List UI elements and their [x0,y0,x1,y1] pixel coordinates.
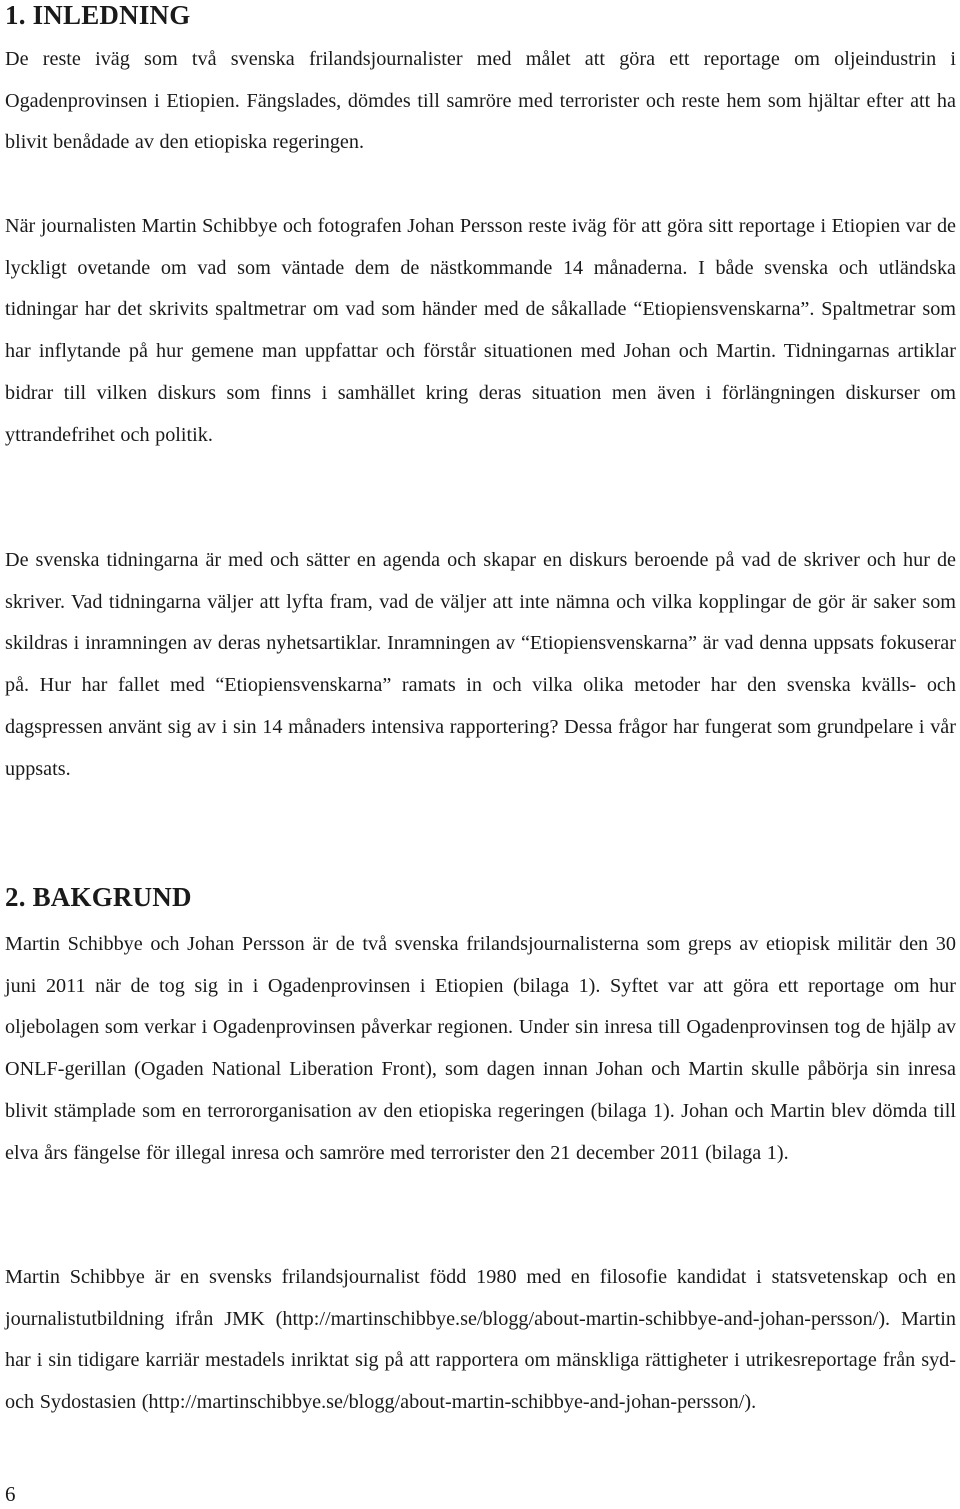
section-heading-bakgrund: 2. BAKGRUND [5,882,192,912]
paragraph-intro-3: De svenska tidningarna är med och sätter en agenda och skapar en diskurs beroende på vad de skriver och hur de skriver. Vad tidningarna väljer att lyfta fram, vad de väljer att inte nämna och vilka kopplingar de gör är saker som skildras i inramningen av deras nyhetsartiklar. Inramningen av “Etiopiensvenskarna” är vad denna uppsats fokuserar på. Hur har fallet med “Etiopiensvenskarna” ramats in och vilka olika metoder har den svenska kvälls- och dagspressen använt sig av i sin 14 månaders intensiva rapportering? Dessa frågor har fungerat som grundpelare i vår uppsats. [5,549,956,780]
section-heading-inledning: 1. INLEDNING [5,0,191,30]
paragraph-background-2: Martin Schibbye är en svensks frilandsjournalist född 1980 med en filosofie kandidat i statsvetenskap och en journalistutbildning ifrån JMK (http://martinschibbye.se/blogg/about-martin-schibbye-and-johan-persson/). Martin har i sin tidigare karriär mestadels inriktat sig på att rapportera om mänskliga rättigheter i utrikesreportage från syd- och Sydostasien (http://martinschibbye.se/blogg/about-martin-schibbye-and-johan-persson/). [5,1266,956,1414]
paragraph-background-1: Martin Schibbye och Johan Persson är de två svenska frilandsjournalisterna som greps av etiopisk militär den 30 juni 2011 när de tog sig in i Ogadenprovinsen i Etiopien (bilaga 1). Syftet var att göra ett reportage om hur oljebolagen som verkar i Ogadenprovinsen påverkar regionen. Under sin inresa till Ogadenprovinsen tog de hjälp av ONLF-gerillan (Ogaden National Liberation Front), som dagen innan Johan och Martin skulle påbörja sin inresa blivit stämplade som en terrororganisation av den etiopiska regeringen (bilaga 1). Johan och Martin blev dömda till elva års fängelse för illegal inresa och samröre med terrorister den 21 december 2011 (bilaga 1). [5,933,956,1164]
paragraph-intro-2: När journalisten Martin Schibbye och fotografen Johan Persson reste iväg för att göra sitt reportage i Etiopien var de lyckligt ovetande om vad som väntade dem de nästkommande 14 månaderna. I både svenska och utländska tidningar har det skrivits spaltmetrar om vad som händer med de såkallade “Etiopiensvenskarna”. Spaltmetrar som har inflytande på hur gemene man uppfattar och förstår situationen med Johan och Martin. Tidningarnas artiklar bidrar till vilken diskurs som finns i samhället kring deras situation men även i förlängningen diskurser om yttrandefrihet och politik. [5,215,956,446]
page-number: 6 [5,1482,16,1506]
paragraph-intro-1: De reste iväg som två svenska frilandsjournalister med målet att göra ett reportage om oljeindustrin i Ogadenprovinsen i Etiopien. Fängslades, dömdes till samröre med terrorister och reste hem som hjältar efter att ha blivit benådade av den etiopiska regeringen. [5,48,956,154]
